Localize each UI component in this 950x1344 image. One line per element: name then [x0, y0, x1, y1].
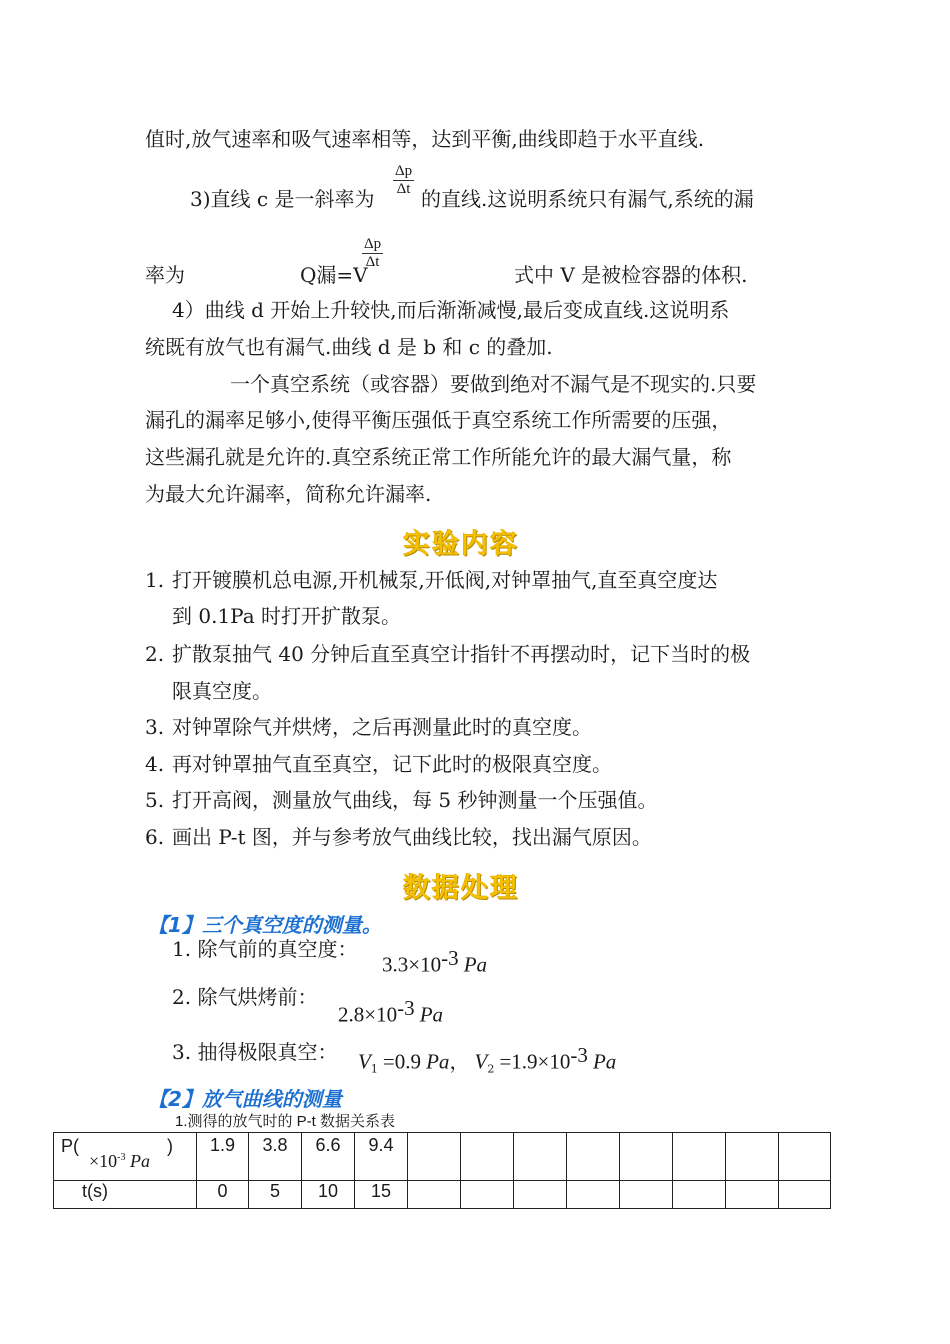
paragraph-line: 漏孔的漏率足够小,使得平衡压强低于真空系统工作所需要的压强，	[145, 408, 732, 432]
time-cell	[620, 1181, 673, 1209]
paragraph-line: 为最大允许漏率，简称允许漏率.	[145, 482, 432, 506]
time-cell: 5	[249, 1181, 302, 1209]
pressure-cell: 9.4	[355, 1133, 408, 1181]
time-cell	[673, 1181, 726, 1209]
measure-value: $3.3\times 10^{-3}$ Pa	[382, 946, 488, 977]
pressure-cell: 1.9	[197, 1133, 249, 1181]
row-header-pressure: P( $\times 10^{-3}$ Pa )	[54, 1133, 197, 1181]
paragraph-line: 3)直线 c 是一斜率为	[190, 187, 375, 211]
fraction-slope: $\frac{\Delta p}{\Delta t}$	[395, 163, 413, 197]
pressure-cell	[779, 1133, 831, 1181]
step-text-cont: 限真空度。	[172, 679, 272, 703]
step-text: 打开镀膜机总电源,开机械泵,开低阀,对钟罩抽气,直至真空度达	[172, 568, 718, 592]
paragraph-line: 率为	[145, 263, 185, 287]
pressure-cell	[673, 1133, 726, 1181]
step-text: 对钟罩除气并烘烤，之后再测量此时的真空度。	[172, 715, 592, 739]
pressure-cell: 6.6	[302, 1133, 355, 1181]
subsection-title-2: 【2】放气曲线的测量	[148, 1087, 342, 1111]
row-header-time: t(s)	[54, 1181, 197, 1209]
step-text: 画出 P-t 图，并与参考放气曲线比较，找出漏气原因。	[172, 825, 652, 849]
fraction-leak: $\frac{\Delta p}{\Delta t}$	[364, 236, 382, 270]
paragraph-line: 的直线.这说明系统只有漏气,系统的漏	[421, 187, 754, 211]
section-title-data: 数据处理	[403, 873, 519, 904]
pressure-cell: 3.8	[249, 1133, 302, 1181]
pressure-cell	[461, 1133, 514, 1181]
leak-formula: Q漏=V	[300, 263, 368, 287]
step-number: 6.	[145, 825, 165, 849]
time-cell: 10	[302, 1181, 355, 1209]
measure-value: $2.8\times 10^{-3}$ Pa	[338, 996, 444, 1027]
step-number: 2.	[145, 642, 165, 666]
step-number: 5.	[145, 788, 165, 812]
time-cell	[567, 1181, 620, 1209]
table-caption: 1.测得的放气时的 P-t 数据关系表	[175, 1113, 396, 1130]
time-cell	[726, 1181, 779, 1209]
time-cell	[779, 1181, 831, 1209]
pressure-cell	[620, 1133, 673, 1181]
pressure-cell	[726, 1133, 779, 1181]
time-cell: 15	[355, 1181, 408, 1209]
time-cell	[461, 1181, 514, 1209]
paragraph-line: 一个真空系统（或容器）要做到绝对不漏气是不现实的.只要	[230, 372, 757, 396]
step-number: 3.	[145, 715, 165, 739]
step-text-cont: 到 0.1Pa 时打开扩散泵。	[172, 604, 402, 628]
measure-value-ultimate: $V_1 =0.9$ Pa， $V_2 =1.9\times 10^{-3}$ Pa	[358, 1043, 617, 1076]
step-text: 打开高阀，测量放气曲线，每 5 秒钟测量一个压强值。	[172, 788, 658, 812]
measure-label: 1. 除气前的真空度：	[172, 937, 358, 961]
time-cell	[514, 1181, 567, 1209]
paragraph-line: 这些漏孔就是允许的.真空系统正常工作所能允许的最大漏气量，称	[145, 445, 732, 469]
subsection-title-1: 【1】三个真空度的测量。	[148, 913, 382, 937]
pressure-cell	[408, 1133, 461, 1181]
pt-data-table	[53, 1132, 831, 1209]
section-title-experiment: 实验内容	[403, 529, 519, 560]
paragraph-line: 式中 V 是被检容器的体积.	[514, 263, 748, 287]
table-row-pressure	[54, 1133, 831, 1181]
table-row-time	[54, 1181, 831, 1209]
paragraph-line: 值时,放气速率和吸气速率相等，达到平衡,曲线即趋于水平直线.	[145, 127, 705, 151]
time-cell	[408, 1181, 461, 1209]
measure-label: 3. 抽得极限真空：	[172, 1040, 338, 1064]
step-number: 1.	[145, 568, 165, 592]
pressure-cell	[567, 1133, 620, 1181]
time-cell: 0	[197, 1181, 249, 1209]
step-number: 4.	[145, 752, 165, 776]
step-text: 再对钟罩抽气直至真空，记下此时的极限真空度。	[172, 752, 612, 776]
step-text: 扩散泵抽气 40 分钟后直至真空计指针不再摆动时，记下当时的极	[172, 642, 751, 666]
pressure-cell	[514, 1133, 567, 1181]
measure-label: 2. 除气烘烤前：	[172, 985, 318, 1009]
paragraph-line: 统既有放气也有漏气.曲线 d 是 b 和 c 的叠加.	[145, 335, 553, 359]
paragraph-line: 4）曲线 d 开始上升较快,而后渐渐减慢,最后变成直线.这说明系	[172, 298, 730, 322]
